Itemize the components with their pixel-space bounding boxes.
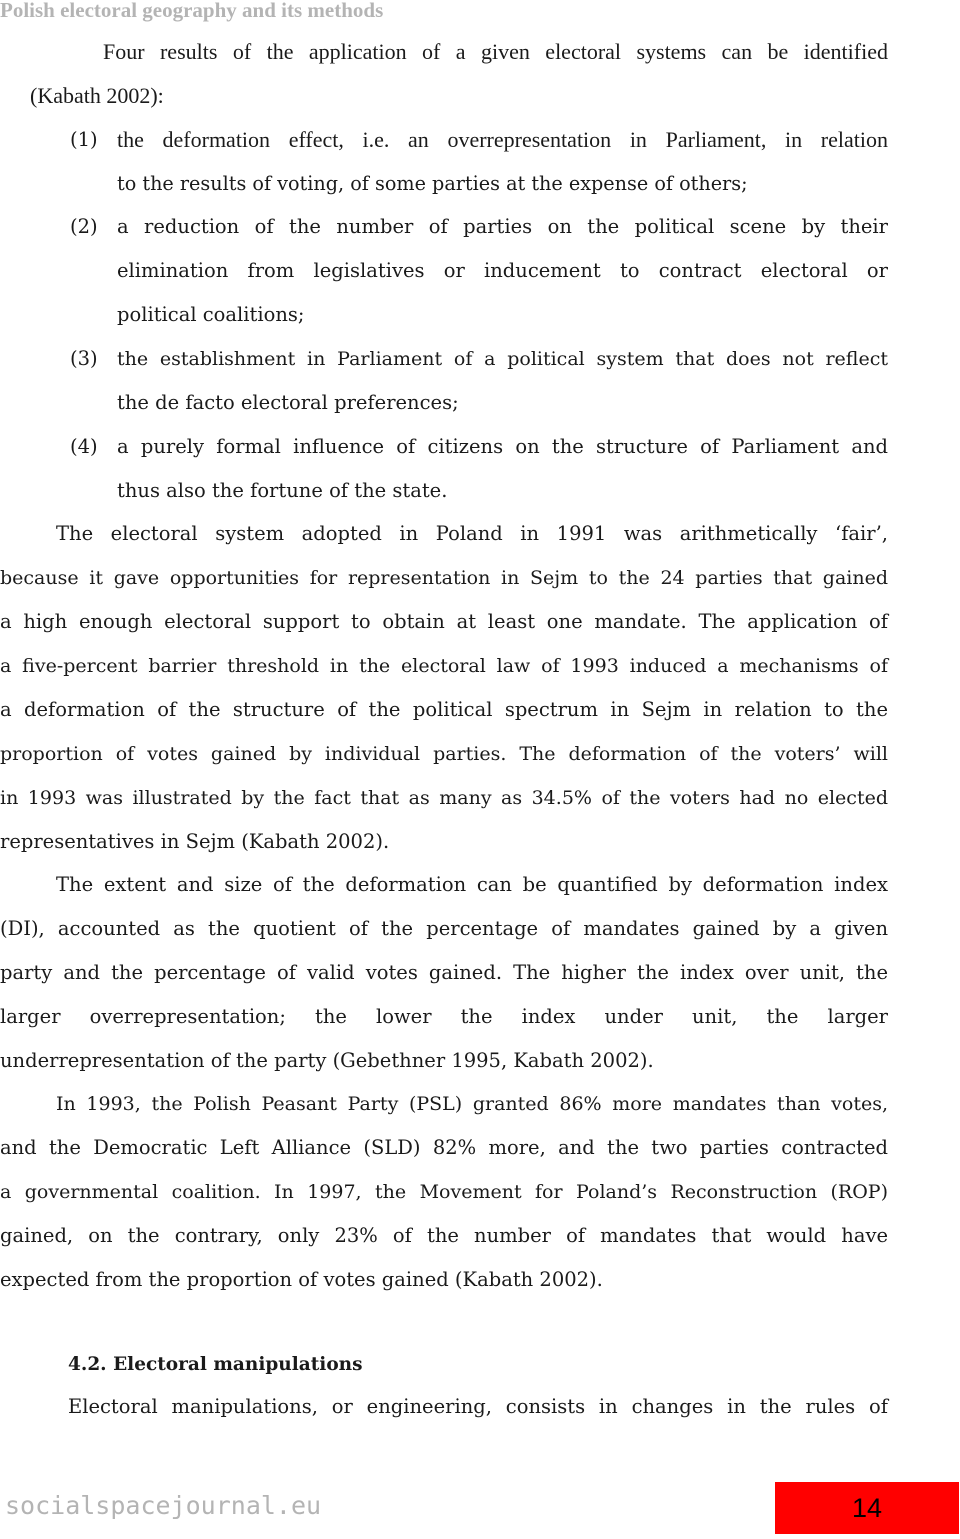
paragraph-line: party and the percentage of valid votes gained. The higher the index over unit, the: [0, 961, 888, 984]
paragraph-line: The extent and size of the deformation can be quantified by deformation index: [56, 873, 888, 896]
list-item-line: a reduction of the number of parties on the political scene by their: [117, 215, 888, 238]
paragraph-line: a deformation of the structure of the political spectrum in Sejm in relation to the: [0, 698, 888, 721]
list-item-number: (2): [70, 215, 98, 238]
paragraph-line: a five-percent barrier threshold in the electoral law of 1993 induced a mechanisms of: [0, 655, 888, 677]
list-item-line: to the results of voting, of some parties at the expense of others;: [117, 172, 748, 195]
paragraph-line: gained, on the contrary, only 23% of the number of mandates that would have: [0, 1224, 888, 1247]
paragraph-line: In 1993, the Polish Peasant Party (PSL) granted 86% more mandates than votes,: [56, 1093, 888, 1115]
paragraph-line: and the Democratic Left Alliance (SLD) 82% more, and the two parties contracted: [0, 1136, 888, 1159]
section-heading: 4.2. Electoral manipulations: [68, 1354, 363, 1375]
list-item-number: (1): [70, 128, 98, 151]
list-item-line: the establishment in Parliament of a political system that does not reflect: [117, 348, 888, 370]
list-item-line: the de facto electoral preferences;: [117, 391, 459, 414]
paragraph-line: expected from the proportion of votes gained (Kabath 2002).: [0, 1268, 603, 1291]
list-item-number: (3): [70, 347, 98, 370]
paragraph-line: underrepresentation of the party (Gebethner 1995, Kabath 2002).: [0, 1049, 654, 1072]
list-item-number: (4): [70, 435, 98, 458]
list-item-line: political coalitions;: [117, 303, 305, 326]
list-item-line: the deformation effect, i.e. an overrepresentation in Parliament, in relation: [117, 127, 888, 152]
journal-website: socialspacejournal.eu: [5, 1491, 322, 1520]
paragraph-line: because it gave opportunities for representation in Sejm to the 24 parties that gained: [0, 567, 888, 589]
paragraph-line: The electoral system adopted in Poland in 1991 was arithmetically ‘fair’,: [56, 522, 888, 545]
paragraph-line: representatives in Sejm (Kabath 2002).: [0, 830, 390, 853]
paragraph-line: proportion of votes gained by individual parties. The deformation of the voters’ will: [0, 743, 888, 765]
intro-line: (Kabath 2002):: [30, 83, 164, 108]
list-item-line: a purely formal influence of citizens on the structure of Parliament and: [117, 435, 888, 458]
paragraph-line: a high enough electoral support to obtain at least one mandate. The application of: [0, 610, 888, 633]
list-item-line: elimination from legislatives or inducement to contract electoral or: [117, 259, 888, 282]
section-paragraph-line: Electoral manipulations, or engineering, consists in changes in the rules of: [68, 1395, 888, 1418]
page-number: 14: [775, 1482, 959, 1534]
paragraph-line: a governmental coalition. In 1997, the Movement for Poland’s Reconstruction (ROP): [0, 1181, 888, 1203]
paragraph-line: larger overrepresentation; the lower the index under unit, the larger: [0, 1005, 888, 1028]
intro-line: Four results of the application of a given electoral systems can be identified: [103, 39, 888, 64]
list-item-line: thus also the fortune of the state.: [117, 479, 448, 502]
paragraph-line: in 1993 was illustrated by the fact that as many as 34.5% of the voters had no elected: [0, 787, 888, 809]
paragraph-line: (DI), accounted as the quotient of the percentage of mandates gained by a given: [0, 917, 888, 940]
running-title: Polish electoral geography and its methods: [0, 0, 384, 22]
